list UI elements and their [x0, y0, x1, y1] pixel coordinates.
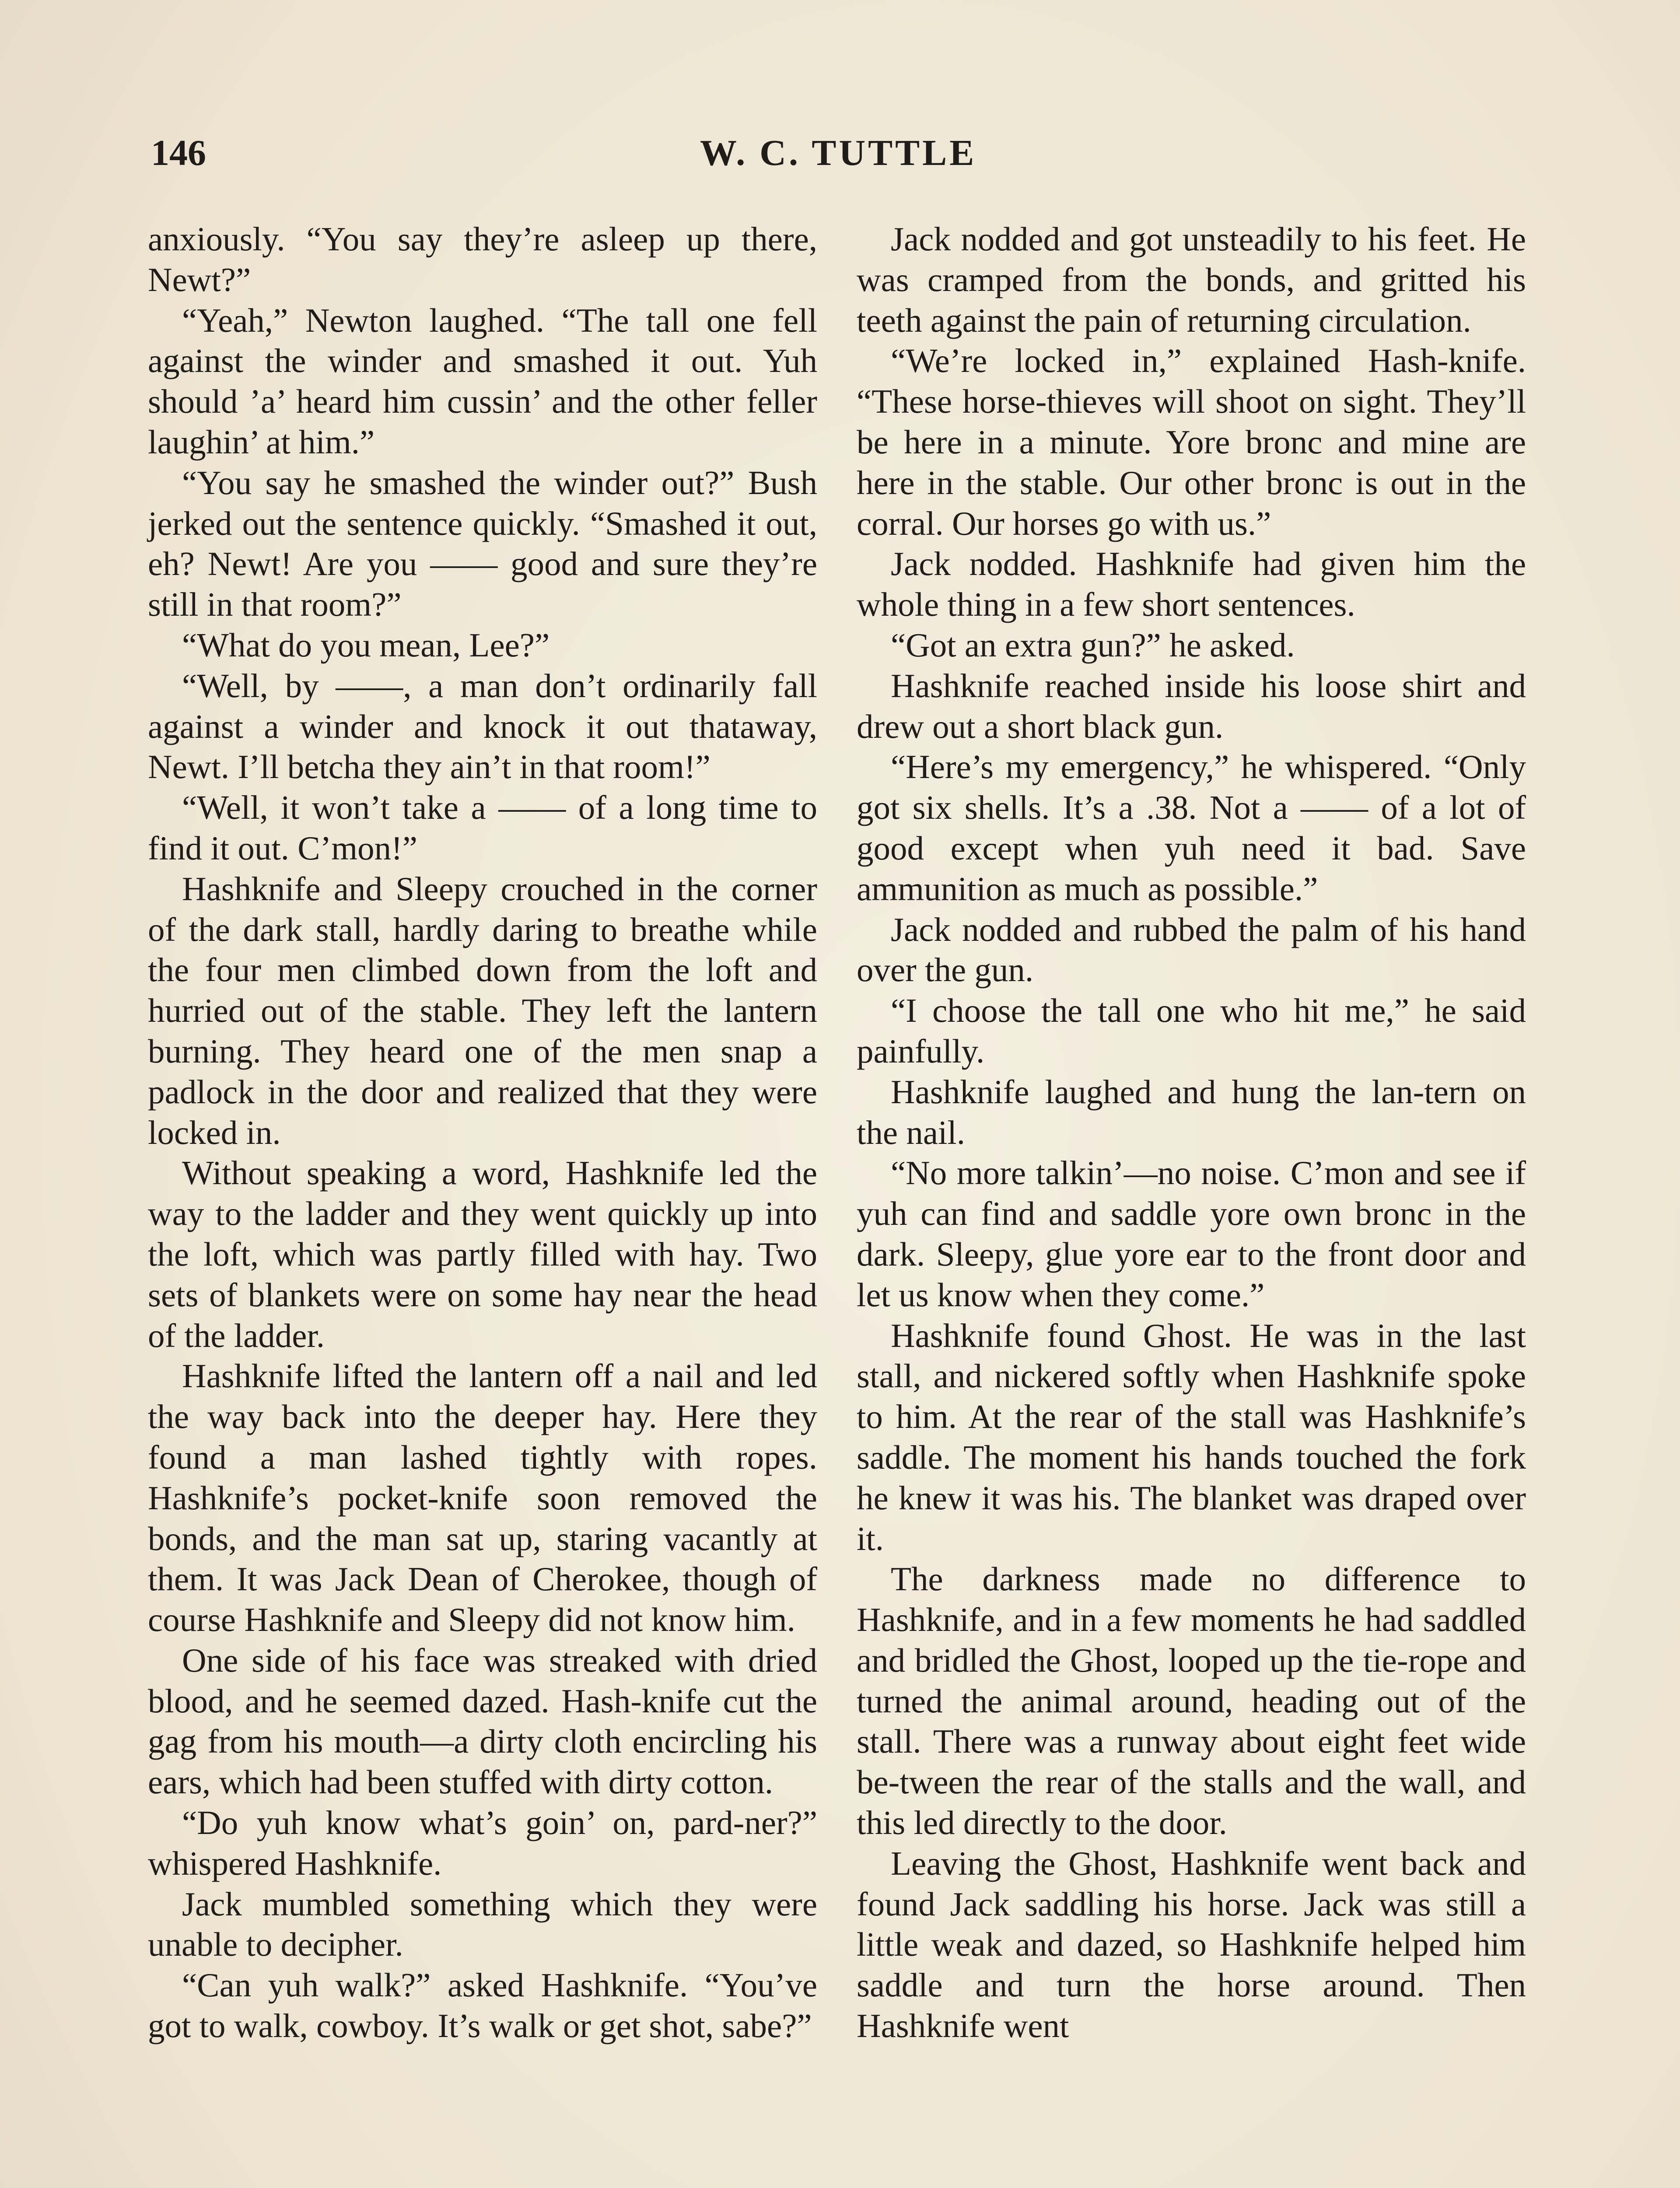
paragraph: Hashknife found Ghost. He was in the last stall, and nickered softly when Hashknife spoke to him. At the rear of the stall was Hashknife’s saddle. The moment his hands touched the fork he knew it was his. The blanket was draped over it.: [857, 1316, 1526, 1557]
right-column: [857, 219, 1526, 2046]
paragraph: Hashknife reached inside his loose shirt and drew out a short black gun.: [857, 666, 1526, 745]
paragraph: “You say he smashed the winder out?” Bush jerked out the sentence quickly. “Smashed it out, eh? Newt! Are you —— good and sure they’re still in that room?”: [148, 463, 817, 624]
left-column: [148, 219, 817, 2046]
paragraph: “What do you mean, Lee?”: [182, 626, 550, 664]
paragraph: One side of his face was streaked with dried blood, and he seemed dazed. Hash-knife cut the gag from his mouth—a dirty cloth encircling his ears, which had been stuffed with dirty cotton.: [148, 1641, 817, 1801]
paragraph: Leaving the Ghost, Hashknife went back and found Jack saddling his horse. Jack was still a little weak and dazed, so Hashknife helped him saddle and turn the horse around. Then Hashknife went: [857, 1844, 1526, 2045]
paragraph: “Do yuh know what’s goin’ on, pard-ner?” whispered Hashknife.: [148, 1804, 817, 1882]
paragraph: “Can yuh walk?” asked Hashknife. “You’ve got to walk, cowboy. It’s walk or get shot, sabe?”: [148, 1966, 817, 2045]
paragraph: “Well, by ——, a man don’t ordinarily fall against a winder and knock it out thataway, Newt. I’ll betcha they ain’t in that room!”: [148, 666, 817, 786]
page-number: 146: [151, 133, 206, 173]
paragraph: Jack mumbled something which they were unable to decipher.: [148, 1885, 817, 1964]
paragraph: “Well, it won’t take a —— of a long time to find it out. C’mon!”: [148, 789, 817, 867]
paragraph: Hashknife lifted the lantern off a nail and led the way back into the deeper hay. Here they found a man lashed tightly with ropes. Hashknife’s pocket-knife soon removed the bonds, and the man sat up, staring vacantly at them. It was Jack Dean of Cherokee, though of course Hashknife and Sleepy did not know him.: [148, 1357, 817, 1639]
paragraph: “No more talkin’—no noise. C’mon and see if yuh can find and saddle yore own bronc in the dark. Sleepy, glue yore ear to the front door and let us know when they come.”: [857, 1154, 1526, 1314]
paragraph: Jack nodded. Hashknife had given him the whole thing in a few short sentences.: [857, 545, 1526, 624]
paragraph: Hashknife laughed and hung the lan-tern on the nail.: [857, 1073, 1526, 1151]
paragraph: “Got an extra gun?” he asked.: [891, 626, 1295, 664]
paragraph: Jack nodded and rubbed the palm of his hand over the gun.: [857, 910, 1526, 989]
paragraph: “Here’s my emergency,” he whispered. “Only got six shells. It’s a .38. Not a —— of a lot of good except when yuh need it bad. Save ammunition as much as possible.”: [857, 748, 1526, 908]
paragraph: “We’re locked in,” explained Hash-knife. “These horse-thieves will shoot on sight. They’ll be here in a minute. Yore bronc and mine are here in the stable. Our other bronc is out in the corral. Our horses go with us.”: [857, 342, 1526, 542]
paragraph: Without speaking a word, Hashknife led the way to the ladder and they went quickly up into the loft, which was partly filled with hay. Two sets of blankets were on some hay near the head of the ladder.: [148, 1154, 817, 1354]
paragraph: “Yeah,” Newton laughed. “The tall one fell against the winder and smashed it out. Yuh should ’a’ heard him cussin’ and the other feller laughin’ at him.”: [148, 301, 817, 461]
page-header: [0, 0, 1680, 206]
paragraph: anxiously. “You say they’re asleep up there, Newt?”: [148, 220, 817, 298]
running-head: W. C. TUTTLE: [700, 133, 977, 173]
paragraph: Hashknife and Sleepy crouched in the corner of the dark stall, hardly daring to breathe while the four men climbed down from the loft and hurried out of the stable. They left the lantern burning. They heard one of the men snap a padlock in the door and realized that they were locked in.: [148, 870, 817, 1151]
paragraph: Jack nodded and got unsteadily to his feet. He was cramped from the bonds, and gritted his teeth against the pain of returning circulation.: [857, 220, 1526, 339]
paragraph: “I choose the tall one who hit me,” he said painfully.: [857, 992, 1526, 1070]
paragraph: The darkness made no difference to Hashknife, and in a few moments he had saddled and bridled the Ghost, looped up the tie-rope and turned the animal around, heading out of the stall. There was a runway about eight feet wide be-tween the rear of the stalls and the wall, and this led directly to the door.: [857, 1560, 1526, 1842]
